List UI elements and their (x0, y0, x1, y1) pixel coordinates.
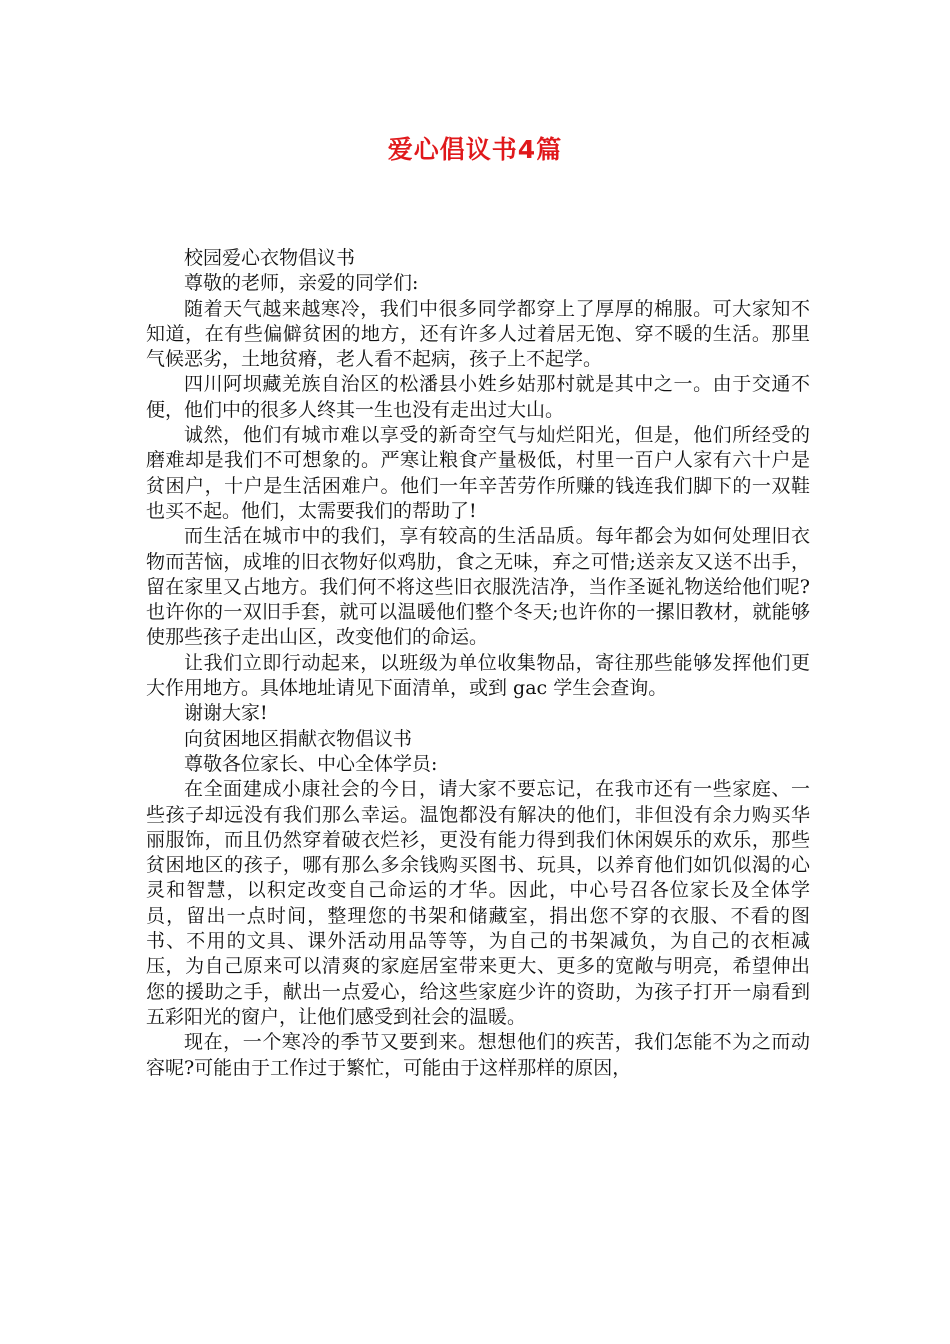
paragraph: 而生活在城市中的我们，享有较高的生活品质。每年都会为如何处理旧衣物而苦恼，成堆的旧衣物好似鸡肋，食之无味，弃之可惜;送亲友又送不出手，留在家里又占地方。我们何不将这些旧衣服洗洁净，当作圣诞礼物送给他们呢?也许你的一双旧手套，就可以温暖他们整个冬天;也许你的一摞旧教材，就能够使那些孩子走出山区，改变他们的命运。 (146, 525, 810, 649)
paragraph: 让我们立即行动起来，以班级为单位收集物品，寄往那些能够发挥他们更大作用地方。具体地址请见下面清单，或到 gac 学生会查询。 (146, 651, 810, 700)
document-body (146, 246, 810, 1081)
paragraph-heading-donation: 向贫困地区捐献衣物倡议书 (184, 727, 413, 750)
paragraph: 随着天气越来越寒冷，我们中很多同学都穿上了厚厚的棉服。可大家知不知道，在有些偏僻贫困的地方，还有许多人过着居无饱、穿不暖的生活。那里气候恶劣，土地贫瘠，老人看不起病，孩子上不起学。 (146, 297, 810, 371)
paragraph-heading-campus: 校园爱心衣物倡议书 (184, 247, 356, 269)
paragraph: 在全面建成小康社会的今日，请大家不要忘记，在我市还有一些家庭、一些孩子却远没有我们那么幸运。温饱都没有解决的他们，非但没有余力购买华丽服饰，而且仍然穿着破衣烂衫，更没有能力得到我们休闲娱乐的欢乐，那些贫困地区的孩子，哪有那么多余钱购买图书、玩具，以养育他们如饥似渴的心灵和智慧，以积定改变自己命运的才华。因此，中心号召各位家长及全体学员，留出一点时间，整理您的书架和储藏室，捐出您不穿的衣服、不看的图书、不用的文具、课外活动用品等等，为自己的书架减负，为自己的衣柜减压，为自己原来可以清爽的家庭居室带来更大、更多的宽敞与明亮，希望伸出您的援助之手，献出一点爱心，给这些家庭少许的资助，为孩子打开一扇看到五彩阳光的窗户，让他们感受到社会的温暖。 (146, 778, 810, 1028)
paragraph: 现在，一个寒冷的季节又要到来。想想他们的疾苦，我们怎能不为之而动容呢?可能由于工作过于繁忙，可能由于这样那样的原因， (146, 1031, 810, 1079)
paragraph-salutation: 尊敬的老师，亲爱的同学们: (184, 272, 419, 295)
paragraph-thanks: 谢谢大家! (184, 702, 268, 725)
document-title: 爱心倡议书4篇 (387, 135, 563, 164)
paragraph: 诚然，他们有城市难以享受的新奇空气与灿烂阳光，但是，他们所经受的磨难却是我们不可想象的。严寒让粮食产量极低，村里一百户人家有六十户是贫困户，十户是生活困难户。他们一年辛苦劳作所赚的钱连我们脚下的一双鞋也买不起。他们，太需要我们的帮助了! (146, 424, 810, 522)
paragraph: 四川阿坝藏羌族自治区的松潘县小姓乡姑那村就是其中之一。由于交通不便，他们中的很多人终其一生也没有走出过大山。 (146, 373, 810, 421)
paragraph-salutation: 尊敬各位家长、中心全体学员: (184, 752, 438, 775)
